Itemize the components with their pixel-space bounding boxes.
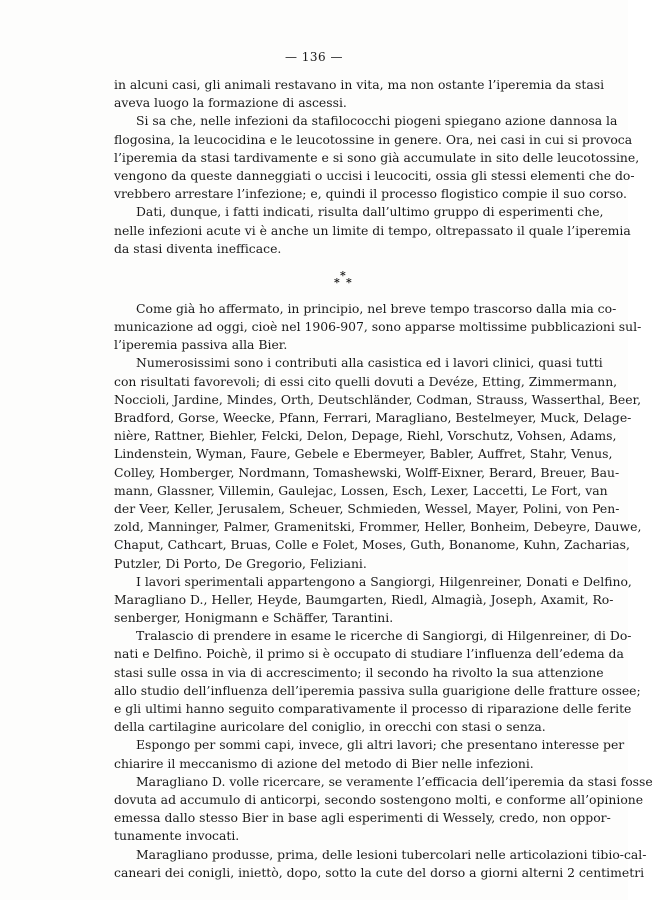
text-line: con risultati favorevoli; di essi cito quelli dovuti a Devéze, Etting, Zimmermann, bbox=[114, 373, 618, 389]
text-line: caneari dei conigli, iniettò, dopo, sotto la cute del dorso a giorni alterni 2 centimetri bbox=[114, 864, 645, 880]
text-line: tunamente invocati. bbox=[114, 828, 240, 844]
text-line: Noccioli, Jardine, Mindes, Orth, Deutschländer, Codman, Strauss, Wasserthal, Beer, bbox=[114, 391, 642, 407]
text-line: da stasi diventa inefficace. bbox=[114, 240, 282, 256]
text-line: Lindenstein, Wyman, Faure, Gebele e Ebermeyer, Babler, Auffret, Stahr, Venus, bbox=[114, 446, 613, 462]
text-line: dovuta ad accumulo di anticorpi, secondo sostengono molti, e conforme all’opinione bbox=[114, 791, 644, 807]
text-line: e gli ultimi hanno seguito comparativamente il processo di riparazione delle ferite bbox=[114, 701, 632, 716]
text-line: Putzler, Di Porto, De Gregorio, Feliziani. bbox=[114, 555, 367, 571]
text-line: municazione ad oggi, cioè nel 1906-907, sono apparse moltissime pubblicazioni sul- bbox=[114, 319, 642, 335]
text-line: Maragliano D., Heller, Heyde, Baumgarten, Riedl, Almagià, Joseph, Axamit, Ro- bbox=[114, 591, 614, 607]
text-line: senberger, Honigmann e Schäffer, Tarantini. bbox=[114, 610, 394, 626]
text-line: Maragliano D. volle ricercare, se veramente l’efficacia dell’iperemia da stasi fosse bbox=[136, 773, 653, 789]
asterism-star-left: * bbox=[334, 275, 340, 289]
text-line: allo studio dell’influenza dell’iperemia passiva sulla guarigione delle fratture ossee; bbox=[114, 682, 641, 698]
text-line: Come già ho affermato, in principio, nel breve tempo trascorso dalla mia co- bbox=[136, 300, 617, 316]
page-number: — 136 — bbox=[284, 50, 344, 64]
text-line: chiarire il meccanismo di azione del metodo di Bier nelle infezioni. bbox=[114, 755, 534, 771]
text-line: della cartilagine auricolare del coniglio, in orecchi con stasi o senza. bbox=[114, 719, 546, 735]
text-line: vrebbero arrestare l’infezione; e, quindi il processo flogistico compie il suo corso. bbox=[114, 186, 627, 202]
text-line: Tralascio di prendere in esame le ricerche di Sangiorgi, di Hilgenreiner, di Do- bbox=[136, 628, 632, 644]
text-line: zold, Manninger, Palmer, Gramenitski, Frommer, Heller, Bonheim, Debeyre, Dauwe, bbox=[114, 519, 642, 535]
text-line: nati e Delfino. Poichè, il primo si è occupato di studiare l’influenza dell’edema da bbox=[114, 646, 624, 662]
text-line: in alcuni casi, gli animali restavano in vita, ma non ostante l’iperemia da stasi bbox=[114, 77, 605, 92]
text-line: Espongo per sommi capi, invece, gli altri lavori; che presentano interesse per bbox=[136, 737, 625, 753]
text-line: Maragliano produsse, prima, delle lesioni tubercolari nelle articolazioni tibio-cal- bbox=[136, 846, 647, 862]
text-line: I lavori sperimentali appartengono a Sangiorgi, Hilgenreiner, Donati e Delfino, bbox=[136, 573, 632, 589]
text-line: Colley, Homberger, Nordmann, Tomashewski, Wolff-Eixner, Berard, Breuer, Bau- bbox=[114, 464, 620, 480]
text-line: mann, Glassner, Villemin, Gaulejac, Lossen, Esch, Lexer, Laccetti, Le Fort, van bbox=[114, 482, 608, 498]
text-line: Dati, dunque, i fatti indicati, risulta dall’ultimo gruppo di esperimenti che, bbox=[136, 204, 604, 220]
text-line: l’iperemia da stasi tardivamente e si sono già accumulate in sito delle leucotossine, bbox=[114, 149, 640, 165]
asterism-star-top: * bbox=[340, 268, 346, 282]
text-line: der Veer, Keller, Jerusalem, Scheuer, Schmieden, Wessel, Mayer, Polini, von Pen- bbox=[114, 500, 620, 516]
asterism-star-right: * bbox=[346, 275, 352, 289]
text-line: nelle infezioni acute vi è anche un limite di tempo, oltrepassato il quale l’iperemia bbox=[114, 222, 631, 238]
text-line: Numerosissimi sono i contributi alla casistica ed i lavori clinici, quasi tutti bbox=[136, 355, 603, 371]
body-text bbox=[114, 76, 653, 882]
text-line: aveva luogo la formazione di ascessi. bbox=[114, 95, 347, 111]
text-line: stasi sulle ossa in via di accrescimento; il secondo ha rivolto la sua attenzione bbox=[114, 664, 604, 680]
text-line: Bradford, Gorse, Weecke, Pfann, Ferrari, Maragliano, Bestelmeyer, Muck, Delage- bbox=[114, 410, 632, 425]
text-line: vengono da queste danneggiati o uccisi i leucociti, ossia gli stessi elementi che do- bbox=[114, 167, 635, 183]
text-line: l’iperemia passiva alla Bier. bbox=[114, 337, 288, 353]
text-line: nière, Rattner, Biehler, Felcki, Delon, Depage, Riehl, Vorschutz, Vohsen, Adams, bbox=[114, 428, 617, 444]
text-line: Chaput, Cathcart, Bruas, Colle e Folet, Moses, Guth, Bonanome, Kuhn, Zacharias, bbox=[114, 537, 630, 553]
text-line: emessa dallo stesso Bier in base agli esperimenti di Wessely, credo, non oppor- bbox=[114, 810, 611, 826]
text-line: Si sa che, nelle infezioni da stafilococchi piogeni spiegano azione dannosa la bbox=[136, 113, 618, 129]
text-line: flogosina, la leucocidina e le leucotossine in genere. Ora, nei casi in cui si provoca bbox=[114, 131, 633, 147]
section-asterism bbox=[114, 258, 575, 300]
